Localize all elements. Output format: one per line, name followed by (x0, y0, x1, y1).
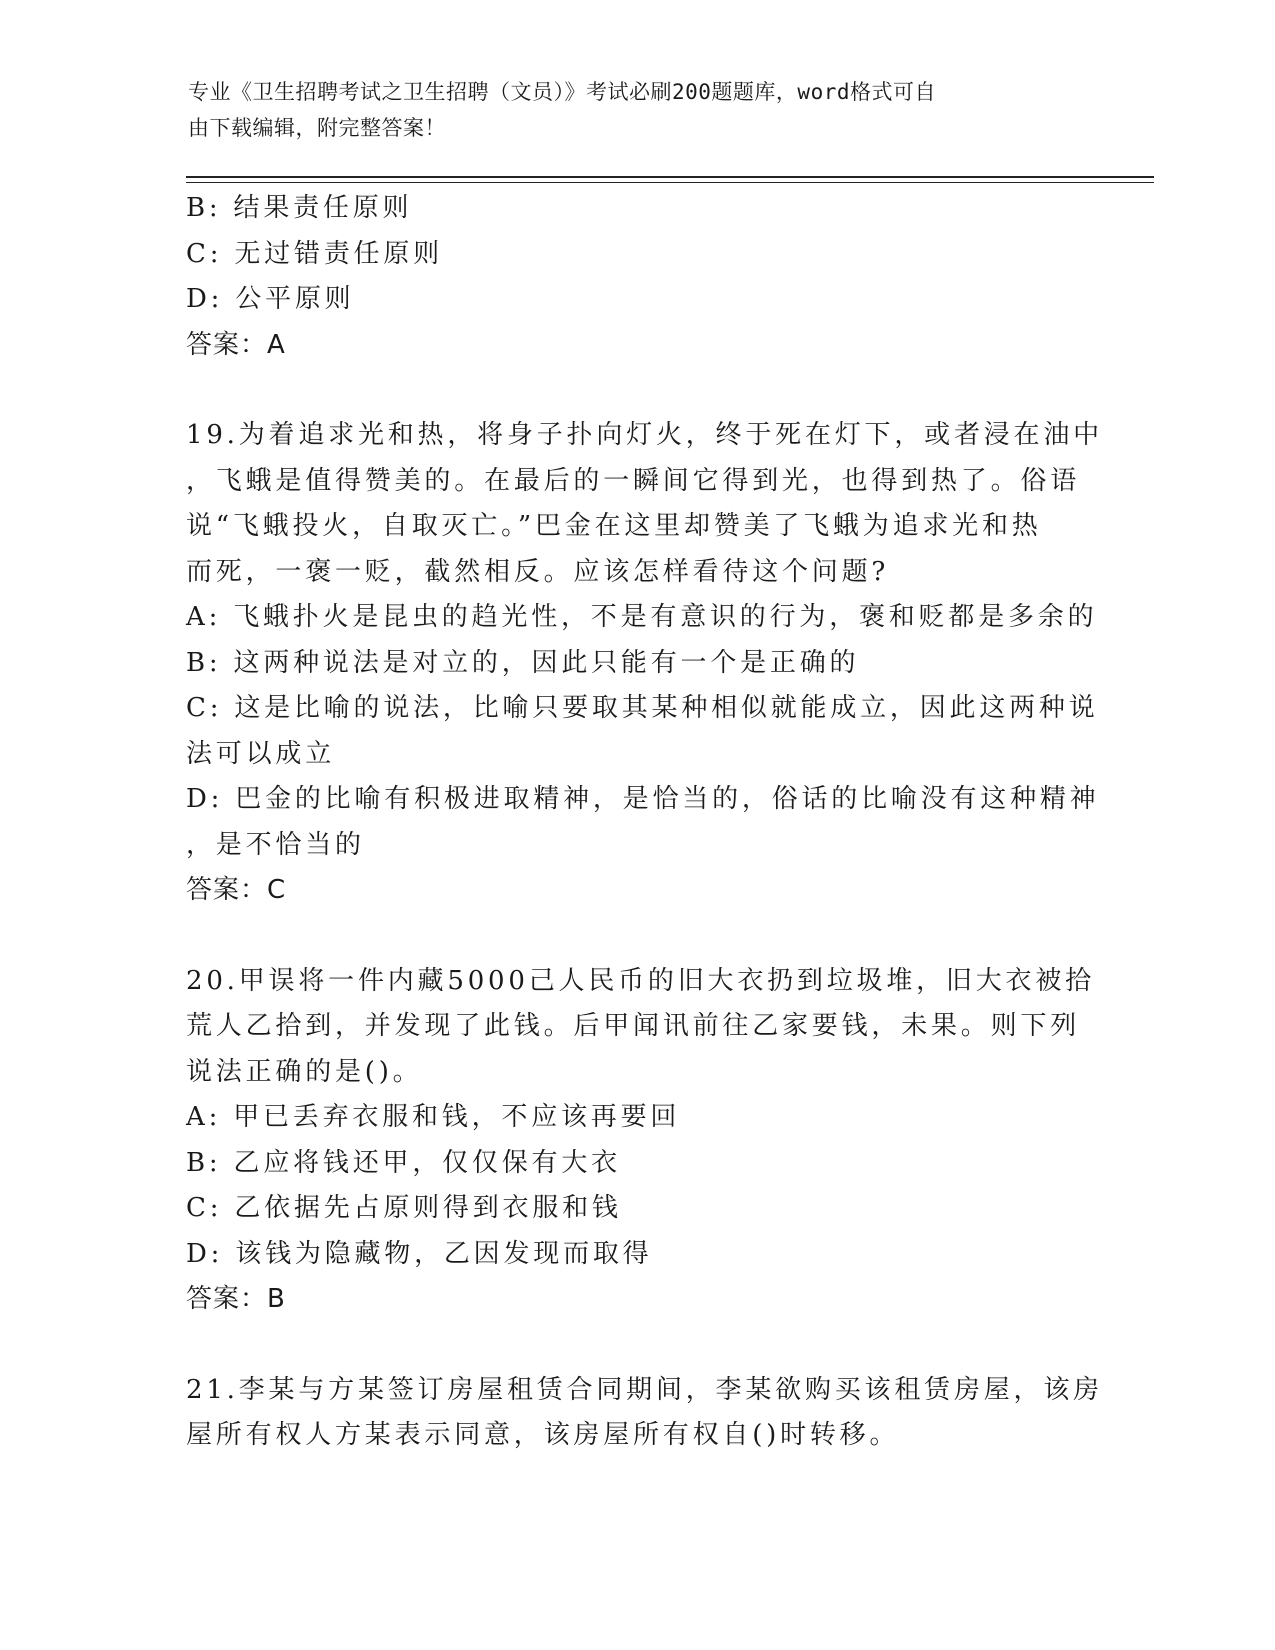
spacer (186, 914, 1086, 959)
question-stem-line: ，飞蛾是值得赞美的。在最后的一瞬间它得到光，也得到热了。俗语 (186, 465, 1081, 496)
question-19-block (186, 413, 1103, 914)
question-content (186, 186, 1103, 1459)
option-a: A: 甲已丢弃衣服和钱，不应该再要回 (186, 1102, 681, 1132)
spacer (186, 1323, 1086, 1368)
question-21-block (186, 1368, 1103, 1459)
question-20-block (186, 959, 1095, 1323)
option-d: D: 巴金的比喻有积极进取精神，是恰当的，俗话的比喻没有这种精神 (186, 784, 1100, 814)
header-divider-thin (186, 182, 1154, 183)
option-d-continued: ，是不恰当的 (186, 829, 365, 860)
question-stem-line: 而死，一褒一贬，截然相反。应该怎样看待这个问题? (186, 556, 890, 587)
option-d: D: 公平原则 (186, 284, 355, 314)
question-stem-line: 21.李某与方某签订房屋租赁合同期间，李某欲购买该租赁房屋，该房 (186, 1374, 1103, 1405)
header-divider-thick (186, 176, 1154, 178)
option-c-continued: 法可以成立 (186, 738, 336, 769)
question-stem-line: 20.甲误将一件内藏5000己人民币的旧大衣扔到垃圾堆，旧大衣被拾 (186, 965, 1095, 996)
option-a: A: 飞蛾扑火是昆虫的趋光性，不是有意识的行为，褒和贬都是多余的 (186, 602, 1098, 632)
option-b: B: 这两种说法是对立的，因此只能有一个是正确的 (186, 647, 860, 678)
option-c: C: 乙依据先占原则得到衣服和钱 (186, 1193, 622, 1223)
option-c: C: 这是比喻的说法，比喻只要取其某种相似就能成立，因此这两种说 (186, 693, 1099, 723)
option-d: D: 该钱为隐藏物，乙因发现而取得 (186, 1238, 653, 1269)
header-line-1: 专业《卫生招聘考试之卫生招聘（文员）》考试必刷200题题库，word格式可自 (188, 80, 936, 104)
answer-label: 答案：B (186, 1284, 286, 1314)
question-stem-line: 19.为着追求光和热，将身子扑向灯火，终于死在灯下，或者浸在油中 (186, 420, 1103, 450)
answer-label: 答案：A (186, 329, 286, 360)
question-18-block (186, 186, 1086, 368)
question-stem-line: 说“飞蛾投火，自取灭亡。”巴金在这里却赞美了飞蛾为追求光和热 (186, 511, 1042, 541)
question-stem-line: 屋所有权人方某表示同意，该房屋所有权自()时转移。 (186, 1420, 900, 1450)
option-c: C: 无过错责任原则 (186, 238, 443, 269)
spacer (186, 368, 1086, 413)
header-line-2: 由下载编辑，附完整答案！ (188, 116, 446, 140)
answer-label: 答案：C (186, 875, 287, 905)
question-stem-line: 说法正确的是()。 (186, 1056, 423, 1087)
document-header (188, 74, 1068, 146)
question-stem-line: 荒人乙拾到，并发现了此钱。后甲闻讯前往乙家要钱，未果。则下列 (186, 1011, 1081, 1041)
option-b: B: 结果责任原则 (186, 193, 413, 223)
option-b: B: 乙应将钱还甲，仅仅保有大衣 (186, 1147, 621, 1178)
